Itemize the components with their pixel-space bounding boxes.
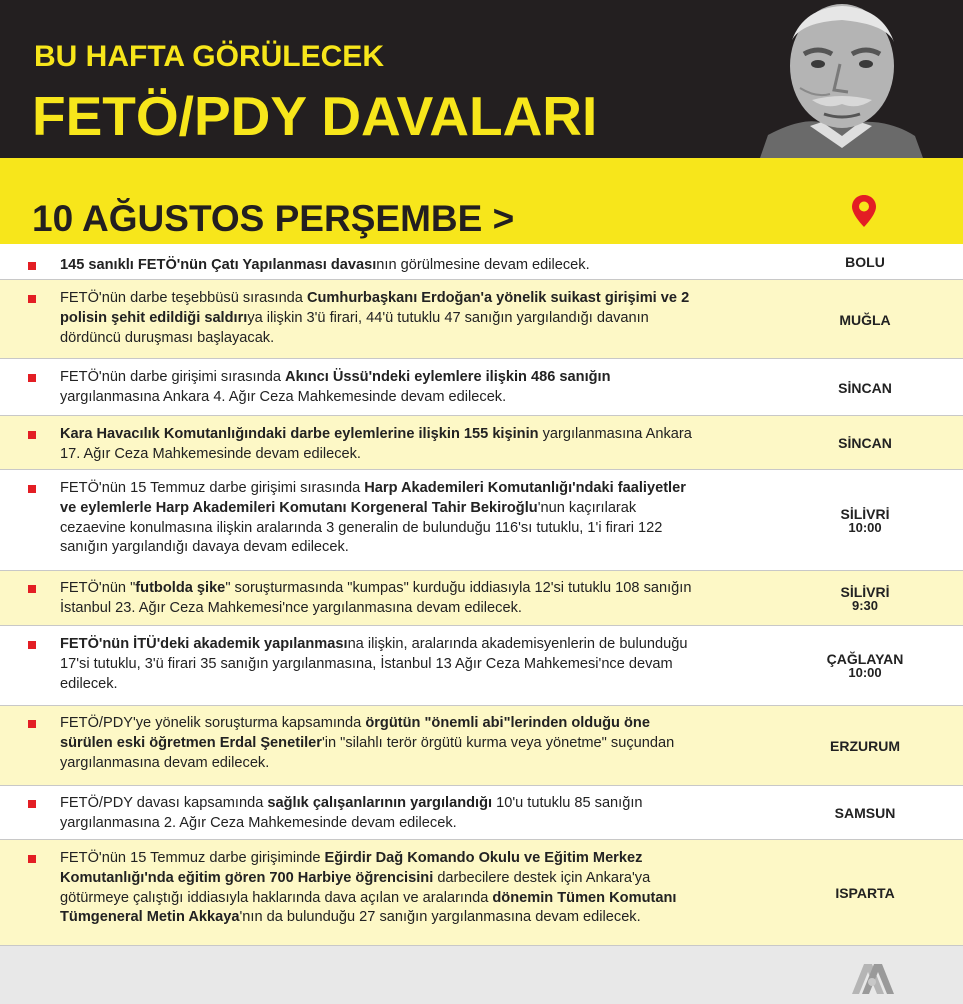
- location-name: ÇAĞLAYAN: [826, 651, 904, 667]
- header-subtitle: BU HAFTA GÖRÜLECEK: [34, 40, 384, 73]
- trial-description: [60, 579, 780, 619]
- text-segment: FETÖ/PDY'ye yönelik soruşturma kapsamında: [60, 715, 366, 731]
- text-segment: İstanbul 23. Ağır Ceza Mahkemesi'nce yargılanmasına devam edilecek.: [60, 599, 522, 616]
- bold-segment: polisin şehit edildiği saldırı: [60, 309, 248, 326]
- bold-segment: 145 sanıklı FETÖ'nün Çatı Yapılanması davası: [60, 257, 377, 273]
- session-time: 9:30: [851, 598, 879, 613]
- description-line: [60, 599, 780, 619]
- bullet-square-icon: [28, 720, 36, 728]
- text-segment: edilecek.: [60, 675, 118, 692]
- text-segment: 'in "silahlı terör örgütü kurma veya yönetme" suçundan: [321, 734, 675, 751]
- description-line: [60, 519, 780, 539]
- description-line: [60, 256, 780, 276]
- bold-segment: FETÖ'nün İTÜ'deki akademik yapılanması: [60, 636, 348, 652]
- location-label: [790, 436, 940, 450]
- date-band: [0, 158, 963, 244]
- bullet-square-icon: [28, 585, 36, 593]
- bold-segment: sürülen eski öğretmen Erdal Şenetiler: [60, 734, 322, 751]
- description-line: [60, 869, 780, 889]
- location-label: [790, 806, 940, 820]
- description-line: [60, 675, 780, 695]
- bold-segment: Komutanlığı'nda eğitim gören 700 Harbiye öğrencisini: [60, 869, 434, 886]
- text-segment: 'nun kaçırılarak: [537, 499, 637, 516]
- description-line: [60, 655, 780, 675]
- description-line: [60, 445, 780, 465]
- description-line: [60, 579, 780, 599]
- location-label: [790, 739, 940, 753]
- description-line: [60, 538, 780, 558]
- bullet-square-icon: [28, 485, 36, 493]
- location-label: [790, 381, 940, 395]
- text-segment: ya ilişkin 3'ü firari, 44'ü tutuklu 47 sanığın yargılandığı davanın: [247, 309, 649, 326]
- text-segment: FETÖ'nün darbe girişimi sırasında: [60, 369, 286, 385]
- description-line: [60, 754, 780, 774]
- text-segment: FETÖ'nün darbe teşebbüsü sırasında: [60, 290, 307, 306]
- location-label: [790, 507, 940, 535]
- date-heading: 10 AĞUSTOS PERŞEMBE >: [32, 198, 515, 239]
- trial-row: [0, 626, 963, 706]
- aa-logo: [848, 960, 896, 996]
- trial-description: [60, 425, 780, 465]
- description-line: [60, 479, 780, 499]
- bold-segment: futbolda şike: [135, 580, 226, 596]
- description-line: [60, 714, 780, 734]
- map-pin-icon: [850, 194, 878, 228]
- trial-row: [0, 280, 963, 359]
- trial-row: [0, 840, 963, 946]
- trial-description: [60, 714, 780, 773]
- bold-segment: Kara Havacılık Komutanlığındaki darbe eylemlerine ilişkin 155 kişinin: [60, 426, 539, 442]
- text-segment: yargılanmasına Ankara 4. Ağır Ceza Mahkemesinde devam edilecek.: [60, 388, 507, 405]
- location-name: MUĞLA: [839, 312, 891, 328]
- bullet-square-icon: [28, 431, 36, 439]
- description-line: [60, 499, 780, 519]
- trial-description: [60, 635, 780, 694]
- bullet-square-icon: [28, 800, 36, 808]
- location-label: [790, 255, 940, 269]
- bullet-square-icon: [28, 295, 36, 303]
- text-segment: FETÖ/PDY davası kapsamında: [60, 795, 268, 811]
- text-segment: nın görülmesine devam edilecek.: [376, 257, 590, 273]
- text-segment: götürmeye çalıştığı iddiasıyla haklarında dava açılan ve aralarında: [60, 889, 493, 906]
- location-name: BOLU: [845, 254, 885, 270]
- location-label: [790, 652, 940, 680]
- text-segment: cezaevine konulmasına ilişkin aralarında 3 generalin de bulunduğu 116'sı tutuklu, 1'i firari 122: [60, 519, 663, 536]
- text-segment: sanığın yargılandığı davaya devam edilecek.: [60, 539, 349, 556]
- header-banner: [0, 0, 963, 158]
- text-segment: dördüncü duruşması başlayacak.: [60, 329, 275, 346]
- text-segment: yargılanmasına 2. Ağır Ceza Mahkemesinde devam edilecek.: [60, 814, 457, 831]
- text-segment: na ilişkin, aralarında akademisyenlerin de bulunduğu: [347, 636, 688, 652]
- bold-segment: Eğirdir Dağ Komando Okulu ve Eğitim Merkez: [324, 850, 643, 866]
- text-segment: yargılanmasına Ankara: [538, 426, 692, 442]
- session-time: 10:00: [848, 520, 882, 535]
- header-title: FETÖ/PDY DAVALARI: [32, 85, 598, 147]
- text-segment: 'nın da bulunduğu 27 sanığın yargılanmasına devam edilecek.: [239, 909, 641, 926]
- bullet-square-icon: [28, 855, 36, 863]
- location-name: SİNCAN: [838, 380, 892, 396]
- location-name: SİLİVRİ: [840, 506, 890, 522]
- trial-row: [0, 416, 963, 470]
- text-segment: darbecilere destek için Ankara'ya: [433, 869, 651, 886]
- text-segment: 17. Ağır Ceza Mahkemesinde devam edilecek.: [60, 445, 361, 462]
- description-line: [60, 329, 780, 349]
- description-line: [60, 734, 780, 754]
- description-line: [60, 849, 780, 869]
- description-line: [60, 908, 780, 928]
- text-segment: yargılanmasına devam edilecek.: [60, 754, 270, 771]
- description-line: [60, 388, 780, 408]
- text-segment: " soruşturmasında "kumpas" kurduğu iddiasıyla 12'si tutuklu 108 sanığın: [225, 580, 692, 596]
- trial-description: [60, 368, 780, 408]
- location-label: [790, 313, 940, 327]
- trial-description: [60, 289, 780, 348]
- trial-row: [0, 571, 963, 626]
- description-line: [60, 794, 780, 814]
- text-segment: FETÖ'nün 15 Temmuz darbe girişiminde: [60, 850, 325, 866]
- bold-segment: ve eylemlerle Harp Akademileri Komutanı Korgeneral Tahir Bekiroğlu: [60, 499, 538, 516]
- trial-row: [0, 359, 963, 416]
- bold-segment: Akıncı Üssü'ndeki eylemlere ilişkin 486 sanığın: [285, 369, 611, 385]
- location-name: ERZURUM: [830, 738, 900, 754]
- trial-row: [0, 706, 963, 786]
- trial-row: [0, 244, 963, 280]
- location-name: SİLİVRİ: [840, 584, 890, 600]
- trial-row: [0, 470, 963, 571]
- description-line: [60, 368, 780, 388]
- trial-row: [0, 786, 963, 840]
- text-segment: 17'si tutuklu, 3'ü firari 35 sanığın yargılanmasına, İstanbul 13 Ağır Ceza Mahkemesi'nce devam: [60, 655, 673, 672]
- bullet-square-icon: [28, 374, 36, 382]
- trial-description: [60, 256, 780, 276]
- text-segment: FETÖ'nün ": [60, 580, 136, 596]
- bold-segment: örgütün "önemli abi"lerinden olduğu öne: [365, 715, 650, 731]
- text-segment: 10'u tutuklu 85 sanığın: [492, 795, 643, 811]
- description-line: [60, 289, 780, 309]
- bullet-square-icon: [28, 262, 36, 270]
- description-line: [60, 425, 780, 445]
- bold-segment: Cumhurbaşkanı Erdoğan'a yönelik suikast girişimi ve 2: [306, 290, 690, 306]
- bullet-square-icon: [28, 641, 36, 649]
- bold-segment: dönemin Tümen Komutanı: [492, 889, 677, 906]
- bold-segment: Harp Akademileri Komutanlığı'ndaki faaliyetler: [364, 480, 686, 496]
- location-label: [790, 585, 940, 613]
- text-segment: FETÖ'nün 15 Temmuz darbe girişimi sırasında: [60, 480, 365, 496]
- trial-description: [60, 479, 780, 558]
- session-time: 10:00: [848, 665, 882, 680]
- trial-description: [60, 794, 780, 834]
- bold-segment: sağlık çalışanlarının yargılandığı: [267, 795, 493, 811]
- location-name: SAMSUN: [834, 805, 896, 821]
- location-name: ISPARTA: [835, 885, 895, 901]
- description-line: [60, 309, 780, 329]
- description-line: [60, 814, 780, 834]
- portrait-photo: [760, 0, 923, 158]
- description-line: [60, 635, 780, 655]
- location-label: [790, 886, 940, 900]
- trial-description: [60, 849, 780, 928]
- location-name: SİNCAN: [838, 435, 892, 451]
- description-line: [60, 889, 780, 909]
- bold-segment: Tümgeneral Metin Akkaya: [60, 909, 240, 926]
